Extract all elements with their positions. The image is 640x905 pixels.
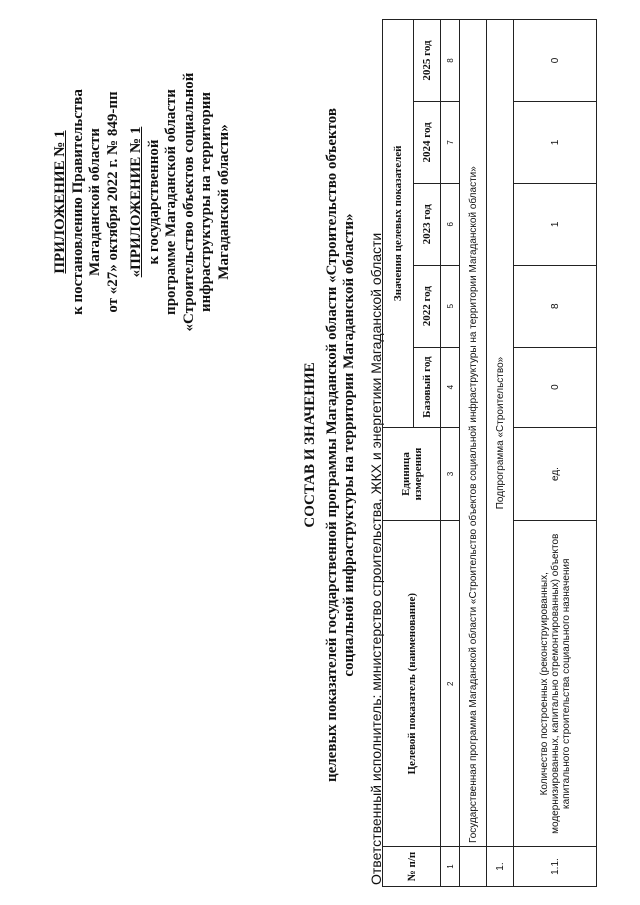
title-line1: СОСТАВ И ЗНАЧЕНИЕ [302,362,318,528]
row-value-base: 0 [514,347,597,427]
col-number: 6 [441,183,460,265]
appendix-program-title: «ПРИЛОЖЕНИЕ № 1 [128,126,144,278]
appendix-region-line: Магаданской области [87,128,103,276]
header-year-2023: 2023 год [414,183,441,265]
program-row [460,20,487,887]
row-value-2023: 1 [514,183,597,265]
row-value-2025: 0 [514,20,597,102]
col-number: 2 [441,521,460,847]
header-num: № п/п [383,847,441,887]
appendix-program-name2: инфраструктуры на территории [198,91,214,313]
row-unit: ед. [514,427,597,521]
appendix-resolution-line: к постановлению Правительства [69,89,86,315]
indicators-table [382,19,597,887]
table-header-row [383,20,414,887]
appendix-header [52,52,233,352]
row-num: 1.1. [514,847,597,887]
header-unit: Единица измерения [383,427,441,521]
row-value-2024: 1 [514,101,597,183]
header-year-2025: 2025 год [414,20,441,102]
responsible-executor: Ответственный исполнитель: министерство строительства, ЖКХ и энергетики Магаданской области [368,232,384,885]
subprogram-num: 1. [487,847,514,887]
header-year-base: Базовый год [414,347,441,427]
col-number: 1 [441,847,460,887]
appendix-program-line2: программе Магаданской области [163,89,179,315]
program-name: Государственная программа Магаданской области «Строительство объектов социальной инфраструктуры на территории Магаданской области» [460,20,487,847]
document-title [302,85,359,805]
col-number: 4 [441,347,460,427]
col-number: 8 [441,20,460,102]
appendix-date-line: от «27» октября 2022 г. № 849-пп [104,91,121,313]
appendix-program-name1: «Строительство объектов социальной [180,72,197,332]
row-value-2022: 8 [514,265,597,347]
header-values: Значения целевых показателей [383,20,414,428]
subprogram-row [487,20,514,887]
header-year-2024: 2024 год [414,101,441,183]
appendix-title: ПРИЛОЖЕНИЕ № 1 [52,130,68,274]
title-line2: целевых показателей государственной программы Магаданской области «Строительство объектов [323,107,340,783]
appendix-program-line1: к государственной [145,139,162,265]
col-number: 7 [441,101,460,183]
table-row [514,20,597,887]
col-number: 5 [441,265,460,347]
header-year-2022: 2022 год [414,265,441,347]
subprogram-name: Подпрограмма «Строительство» [487,20,514,847]
appendix-program-name3: Магаданской области» [215,124,232,280]
column-numbers-row [441,20,460,887]
header-indicator: Целевой показатель (наименование) [383,521,441,847]
title-line3: социальной инфраструктуры на территории Магаданской области» [341,213,357,677]
row-indicator-name: Количество построенных (реконструированных, модернизированных, капитально отремонтированных) объектов капитального строительства социального назначения [514,521,597,847]
col-number: 3 [441,427,460,521]
